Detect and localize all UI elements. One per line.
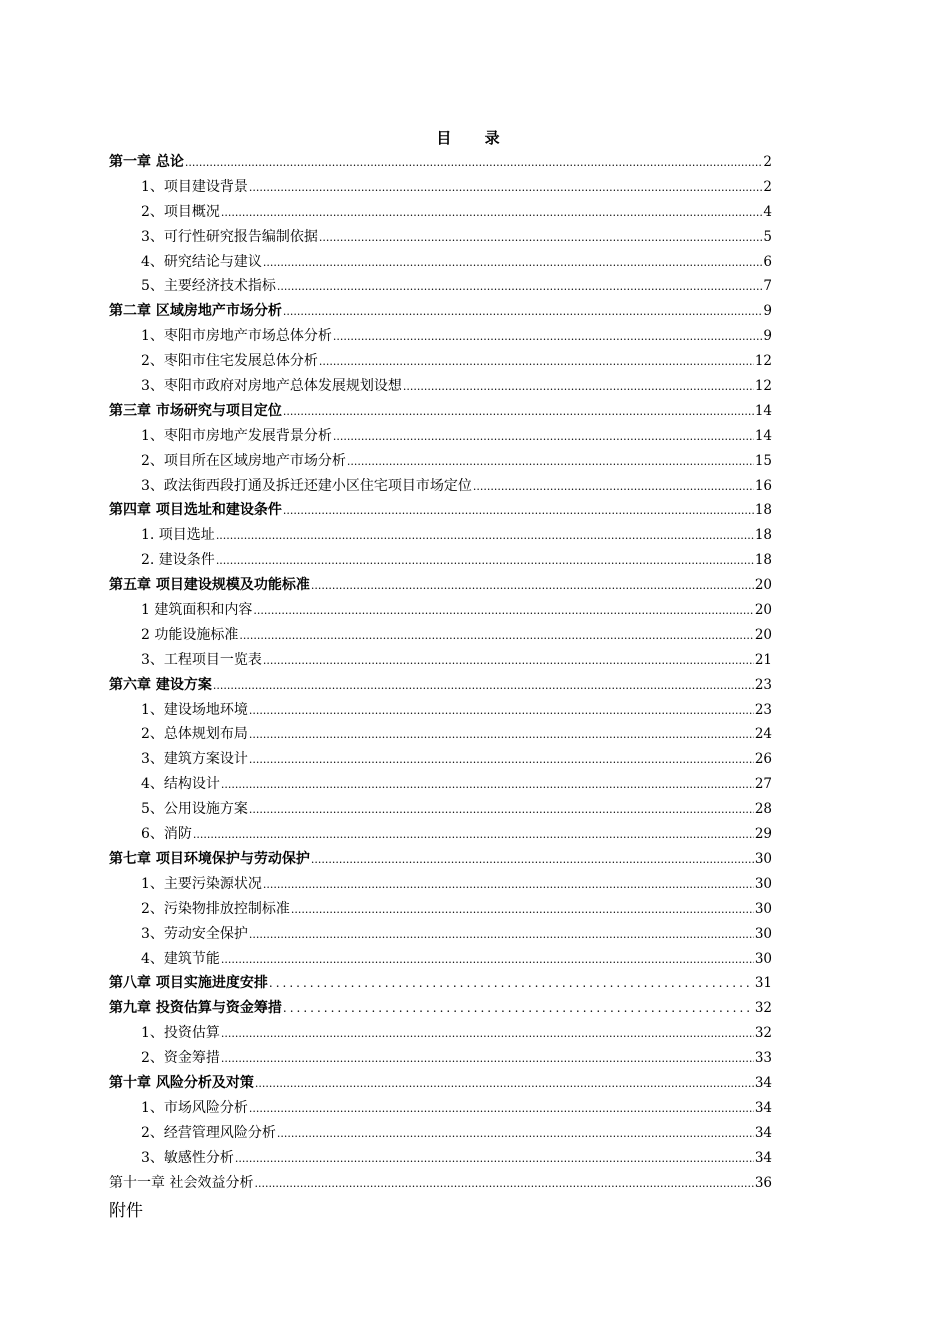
toc-dot-leader	[283, 996, 754, 1021]
toc-dot-leader	[269, 971, 754, 996]
toc-chapter-entry[interactable]	[109, 847, 772, 872]
toc-dot-leader	[249, 798, 754, 823]
toc-entry-label: 1、市场风险分析	[141, 1099, 248, 1116]
toc-entry-label: 1、投资估算	[141, 1025, 220, 1042]
toc-page-number: 30	[754, 925, 772, 942]
toc-dot-leader	[239, 624, 753, 649]
toc-page-number: 24	[754, 726, 772, 743]
toc-page-number: 16	[754, 477, 772, 494]
toc-entry-label: 5、公用设施方案	[141, 801, 248, 818]
toc-entry-label: 第六章 建设方案	[109, 676, 212, 693]
toc-page-number: 12	[754, 353, 772, 370]
toc-entry-label: 1、枣阳市房地产发展背景分析	[141, 427, 332, 444]
toc-entry-label: 2、资金筹措	[141, 1050, 220, 1067]
toc-page-number: 32	[754, 1025, 772, 1042]
toc-dot-leader	[249, 176, 762, 201]
toc-entry-label: 3、建筑方案设计	[141, 751, 248, 768]
toc-page-number: 18	[754, 527, 772, 544]
table-of-contents	[109, 150, 772, 1195]
toc-page-number: 30	[754, 950, 772, 967]
toc-entry-label: 1、建设场地环境	[141, 701, 248, 718]
toc-entry-label: 第八章 项目实施进度安排	[109, 975, 268, 992]
toc-dot-leader	[249, 923, 754, 948]
toc-section-entry[interactable]	[109, 1021, 772, 1046]
toc-dot-leader	[263, 873, 754, 898]
toc-entry-label: 1. 项目选址	[141, 527, 215, 544]
toc-page-number: 2	[763, 178, 772, 195]
toc-section-entry[interactable]	[109, 822, 772, 847]
toc-chapter-entry[interactable]	[109, 971, 772, 996]
toc-chapter-entry[interactable]	[109, 399, 772, 424]
toc-dot-leader	[221, 773, 754, 798]
toc-section-entry[interactable]	[109, 274, 772, 299]
toc-section-entry[interactable]	[109, 897, 772, 922]
toc-section-entry[interactable]	[109, 722, 772, 747]
toc-dot-leader	[283, 300, 763, 325]
toc-section-entry[interactable]	[109, 200, 772, 225]
toc-page-number: 30	[754, 850, 772, 867]
toc-page-number: 9	[763, 328, 772, 345]
toc-entry-label: 3、劳动安全保护	[141, 925, 248, 942]
toc-dot-leader	[254, 1172, 753, 1197]
toc-dot-leader	[473, 475, 754, 500]
toc-page-number: 14	[754, 427, 772, 444]
toc-page-number: 34	[754, 1099, 772, 1116]
toc-dot-leader	[333, 425, 754, 450]
toc-page-number: 7	[763, 278, 772, 295]
toc-entry-label: 4、研究结论与建议	[141, 253, 262, 270]
toc-dot-leader	[221, 1022, 754, 1047]
toc-entry-label: 3、政法街西段打通及拆迁还建小区住宅项目市场定位	[141, 477, 472, 494]
toc-page-number: 34	[754, 1124, 772, 1141]
toc-page-number: 6	[763, 253, 772, 270]
toc-entry-label: 1、枣阳市房地产市场总体分析	[141, 328, 332, 345]
toc-dot-leader	[255, 1072, 754, 1097]
toc-chapter-entry[interactable]	[109, 573, 772, 598]
toc-section-entry[interactable]	[109, 548, 772, 573]
toc-dot-leader	[185, 151, 763, 176]
toc-entry-label: 2、污染物排放控制标准	[141, 900, 290, 917]
toc-section-entry[interactable]	[109, 523, 772, 548]
toc-section-entry[interactable]	[109, 474, 772, 499]
toc-entry-label: 2. 建设条件	[141, 552, 215, 569]
toc-dot-leader	[193, 823, 754, 848]
toc-page-number: 23	[754, 701, 772, 718]
toc-section-entry[interactable]	[109, 349, 772, 374]
toc-section-entry[interactable]	[109, 374, 772, 399]
toc-page-number: 26	[754, 751, 772, 768]
toc-entry-label: 3、枣阳市政府对房地产总体发展规划设想	[141, 378, 402, 395]
toc-dot-leader	[221, 1047, 754, 1072]
toc-dot-leader	[249, 723, 754, 748]
toc-dot-leader	[253, 599, 753, 624]
toc-dot-leader	[283, 499, 754, 524]
toc-entry-label: 2、枣阳市住宅发展总体分析	[141, 353, 318, 370]
toc-entry-label: 第十章 风险分析及对策	[109, 1074, 254, 1091]
toc-entry-label: 第一章 总论	[109, 154, 184, 170]
toc-section-entry[interactable]	[109, 449, 772, 474]
toc-entry-label: 第四章 项目选址和建设条件	[109, 502, 282, 519]
toc-entry-label: 2、项目所在区域房地产市场分析	[141, 452, 346, 469]
toc-entry-label: 第二章 区域房地产市场分析	[109, 303, 282, 320]
toc-section-entry[interactable]	[109, 250, 772, 275]
toc-entry-label: 3、可行性研究报告编制依据	[141, 228, 318, 245]
toc-page-number: 36	[754, 1174, 772, 1191]
toc-page-number: 20	[754, 602, 772, 619]
toc-section-entry[interactable]	[109, 872, 772, 897]
toc-title: 目 录	[436, 129, 514, 147]
toc-chapter-entry[interactable]	[109, 1071, 772, 1096]
toc-page-number: 30	[754, 875, 772, 892]
toc-section-entry[interactable]	[109, 1121, 772, 1146]
toc-section-entry[interactable]	[109, 424, 772, 449]
toc-entry-label: 3、敏感性分析	[141, 1149, 234, 1166]
toc-entry-label: 4、建筑节能	[141, 950, 220, 967]
toc-section-entry[interactable]	[109, 175, 772, 200]
toc-section-entry[interactable]	[109, 922, 772, 947]
toc-entry-label: 1、项目建设背景	[141, 178, 248, 195]
toc-section-entry[interactable]	[109, 324, 772, 349]
toc-dot-leader	[235, 1147, 754, 1172]
toc-section-entry[interactable]	[109, 772, 772, 797]
annex-label: 附件	[109, 1201, 143, 1221]
toc-dot-leader	[277, 275, 762, 300]
toc-entry-label: 第十一章 社会效益分析	[109, 1174, 254, 1191]
toc-section-entry[interactable]	[109, 747, 772, 772]
toc-dot-leader	[403, 375, 754, 400]
toc-chapter-entry[interactable]	[109, 299, 772, 324]
toc-dot-leader	[311, 574, 754, 599]
toc-entry-label: 2、经营管理风险分析	[141, 1124, 276, 1141]
toc-entry-label: 5、主要经济技术指标	[141, 278, 276, 295]
toc-page-number: 29	[754, 826, 772, 843]
toc-page-number: 33	[754, 1050, 772, 1067]
toc-dot-leader	[249, 699, 754, 724]
toc-page-number: 12	[754, 378, 772, 395]
toc-entry-label: 1 建筑面积和内容	[141, 602, 253, 619]
toc-page-number: 5	[763, 228, 772, 245]
toc-page-number: 31	[754, 975, 772, 992]
toc-dot-leader	[333, 325, 762, 350]
toc-dot-leader	[277, 1122, 754, 1147]
toc-dot-leader	[263, 649, 754, 674]
toc-chapter-entry[interactable]	[109, 150, 772, 175]
toc-page-number: 21	[754, 651, 772, 668]
toc-page-number: 14	[754, 402, 772, 419]
toc-dot-leader	[213, 674, 754, 699]
toc-entry-label: 2 功能设施标准	[141, 626, 239, 643]
toc-section-entry[interactable]	[109, 648, 772, 673]
toc-dot-leader	[319, 226, 762, 251]
toc-chapter-entry[interactable]	[109, 996, 772, 1021]
toc-dot-leader	[249, 1097, 754, 1122]
toc-page-number: 23	[754, 676, 772, 693]
toc-page-number: 34	[754, 1149, 772, 1166]
toc-section-entry[interactable]	[109, 1096, 772, 1121]
toc-dot-leader	[221, 948, 754, 973]
toc-page-number: 20	[754, 626, 772, 643]
toc-dot-leader	[216, 549, 754, 574]
toc-dot-leader	[283, 400, 754, 425]
toc-entry-label: 4、结构设计	[141, 776, 220, 793]
toc-entry-label: 第九章 投资估算与资金筹措	[109, 1000, 282, 1017]
toc-page-number: 4	[763, 203, 772, 220]
toc-entry-label: 2、总体规划布局	[141, 726, 248, 743]
toc-section-entry[interactable]	[109, 225, 772, 250]
toc-page-number: 20	[754, 577, 772, 594]
toc-dot-leader	[347, 450, 754, 475]
toc-section-entry[interactable]	[109, 698, 772, 723]
toc-section-entry[interactable]	[109, 598, 772, 623]
toc-dot-leader	[221, 201, 762, 226]
toc-entry-label: 第三章 市场研究与项目定位	[109, 402, 282, 419]
toc-dot-leader	[249, 748, 754, 773]
toc-entry-label: 第七章 项目环境保护与劳动保护	[109, 850, 310, 867]
toc-section-entry[interactable]	[109, 623, 772, 648]
toc-page-number: 30	[754, 900, 772, 917]
toc-page-number: 15	[754, 452, 772, 469]
toc-page-number: 34	[754, 1074, 772, 1091]
toc-section-entry[interactable]	[109, 1146, 772, 1171]
toc-chapter-entry[interactable]	[109, 673, 772, 698]
toc-dot-leader	[311, 848, 754, 873]
toc-page-number: 27	[754, 776, 772, 793]
toc-entry-label: 6、消防	[141, 826, 192, 843]
toc-page-number: 18	[754, 502, 772, 519]
toc-chapter-entry[interactable]	[109, 498, 772, 523]
toc-entry-label: 2、项目概况	[141, 203, 220, 220]
toc-entry-label: 1、主要污染源状况	[141, 875, 262, 892]
toc-chapter-entry[interactable]	[109, 1171, 772, 1196]
toc-section-entry[interactable]	[109, 947, 772, 972]
toc-page-number: 2	[763, 154, 772, 170]
toc-section-entry[interactable]	[109, 797, 772, 822]
toc-page-number: 28	[754, 801, 772, 818]
toc-entry-label: 3、工程项目一览表	[141, 651, 262, 668]
toc-page-number: 32	[754, 1000, 772, 1017]
toc-dot-leader	[216, 524, 754, 549]
toc-page-number: 9	[763, 303, 772, 320]
toc-dot-leader	[263, 251, 762, 276]
toc-dot-leader	[319, 350, 754, 375]
toc-entry-label: 第五章 项目建设规模及功能标准	[109, 577, 310, 594]
toc-dot-leader	[291, 898, 754, 923]
toc-page-number: 18	[754, 552, 772, 569]
toc-section-entry[interactable]	[109, 1046, 772, 1071]
